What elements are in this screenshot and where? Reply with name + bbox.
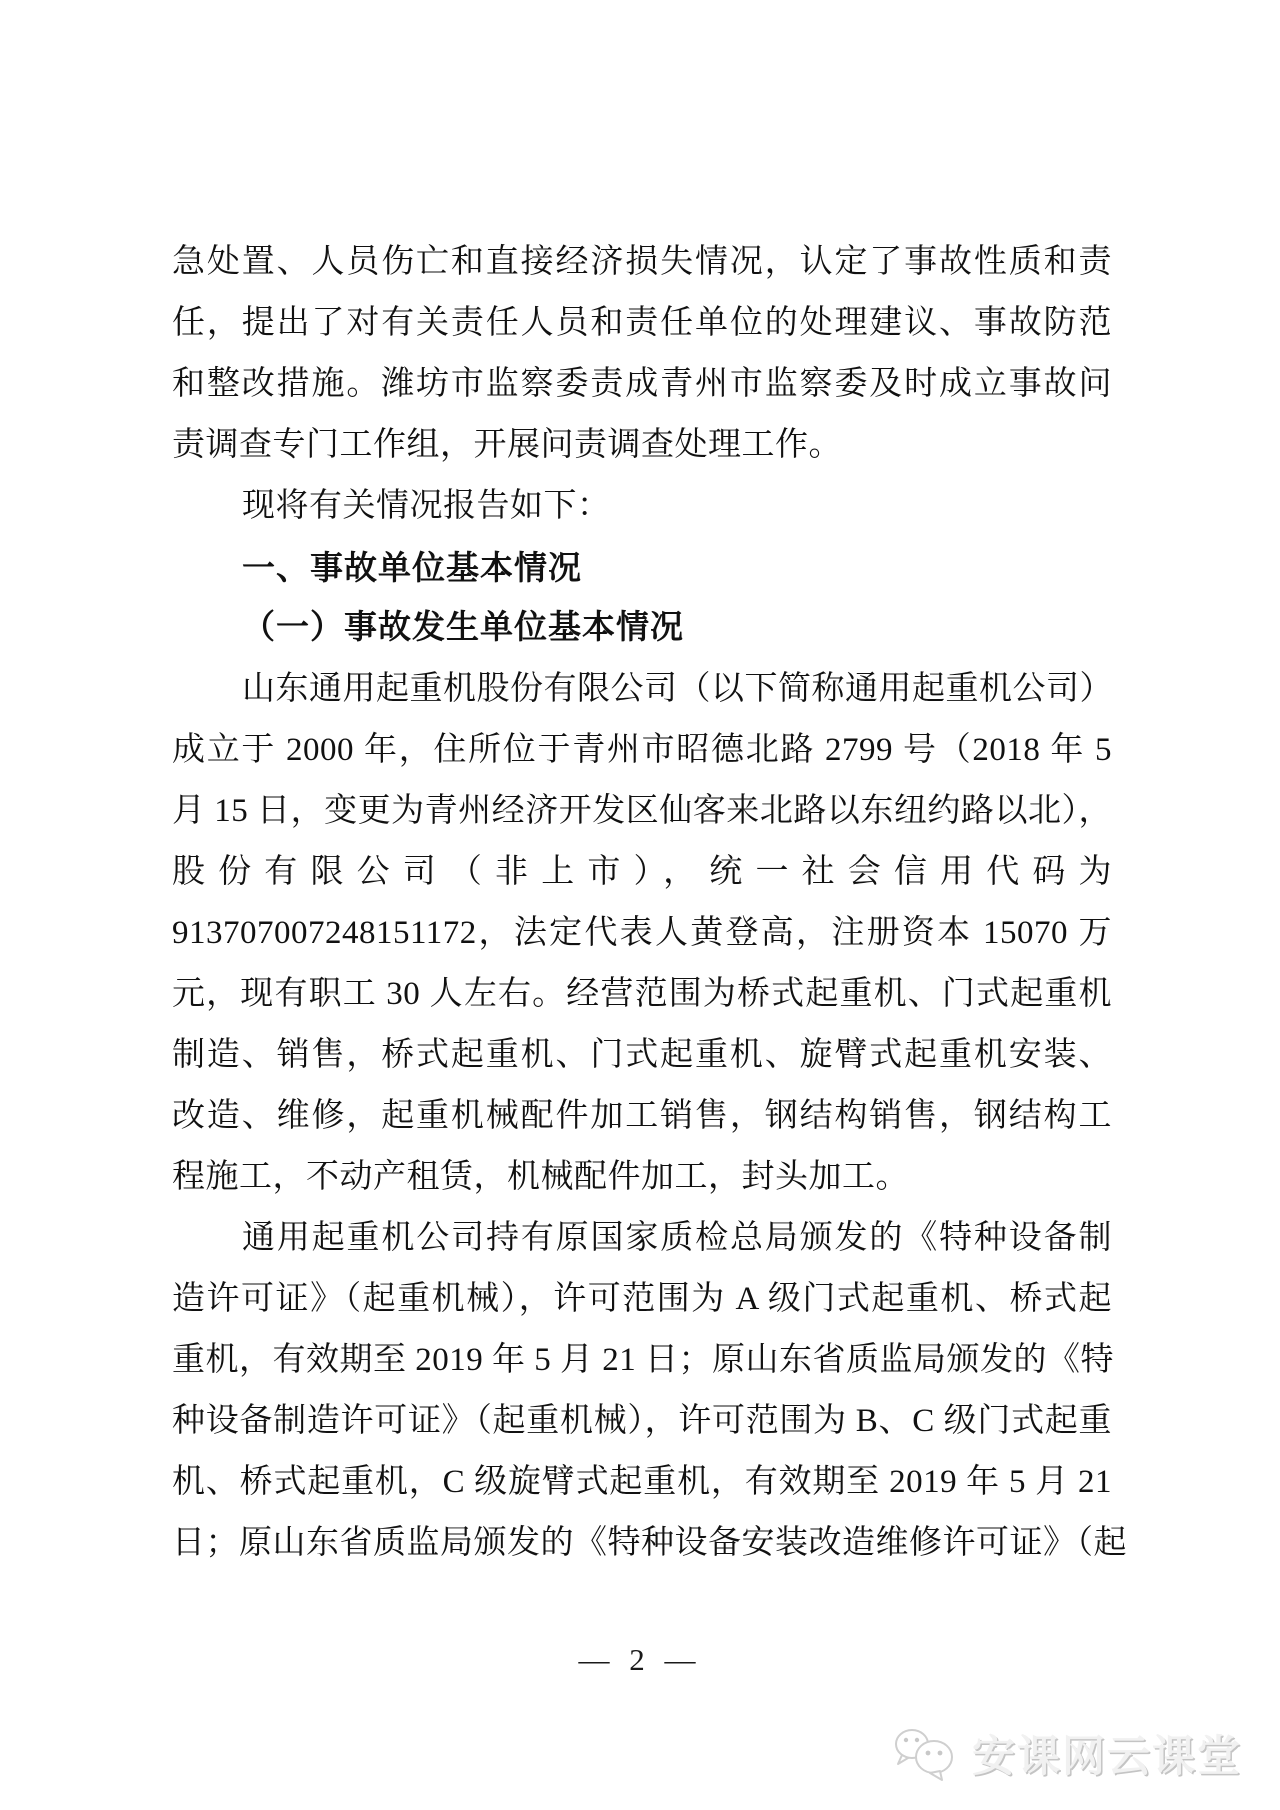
document-body (172, 232, 1127, 1574)
paragraph-line: 机、桥式起重机，C 级旋臂式起重机，有效期至 2019 年 5 月 21 (172, 1464, 1112, 1500)
subsection-heading: （一）事故发生单位基本情况 (242, 610, 684, 646)
paragraph-line: 和整改措施。潍坊市监察委责成青州市监察委及时成立事故问 (172, 366, 1112, 402)
watermark (888, 1722, 1242, 1784)
paragraph-line: 造许可证》（起重机械），许可范围为 A 级门式起重机、桥式起 (172, 1281, 1112, 1317)
watermark-text: 安课网云课堂 (972, 1732, 1242, 1781)
chat-bubbles-icon (888, 1722, 962, 1784)
paragraph-line: 日；原山东省质监局颁发的《特种设备安装改造维修许可证》（起 (172, 1525, 1127, 1561)
paragraph-line: 山东通用起重机股份有限公司（以下简称通用起重机公司） (242, 671, 1113, 707)
paragraph-line: 现将有关情况报告如下： (242, 488, 611, 524)
paragraph-line: 月 15 日，变更为青州经济开发区仙客来北路以东纽约路以北）， (172, 793, 1112, 829)
section-heading: 一、事故单位基本情况 (242, 549, 582, 586)
paragraph-line: 成立于 2000 年，住所位于青州市昭德北路 2799 号（2018 年 5 (172, 732, 1113, 768)
paragraph-line: 责调查专门工作组，开展问责调查处理工作。 (172, 427, 842, 463)
paragraph-line: 急处置、人员伤亡和直接经济损失情况，认定了事故性质和责 (172, 244, 1112, 280)
paragraph-line: 重机，有效期至 2019 年 5 月 21 日；原山东省质监局颁发的《特 (172, 1342, 1114, 1378)
paragraph-line: 制造、销售，桥式起重机、门式起重机、旋臂式起重机安装、 (172, 1037, 1112, 1073)
paragraph-line: 程施工，不动产租赁，机械配件加工，封头加工。 (172, 1159, 909, 1195)
paragraph-line: 通用起重机公司持有原国家质检总局颁发的《特种设备制 (242, 1220, 1112, 1256)
page-number: — 2 — (578, 1642, 702, 1677)
paragraph-line: 任，提出了对有关责任人员和责任单位的处理建议、事故防范 (172, 305, 1112, 341)
paragraph-line: 913707007248151172，法定代表人黄登高，注册资本 15070 万 (172, 915, 1112, 951)
paragraph-line: 股份有限公司（非上市），统一社会信用代码为 (172, 854, 1112, 890)
paragraph-line: 种设备制造许可证》（起重机械），许可范围为 B、C 级门式起重 (172, 1403, 1112, 1439)
paragraph-line: 改造、维修，起重机械配件加工销售，钢结构销售，钢结构工 (172, 1098, 1112, 1134)
paragraph-line: 元，现有职工 30 人左右。经营范围为桥式起重机、门式起重机 (172, 976, 1112, 1012)
